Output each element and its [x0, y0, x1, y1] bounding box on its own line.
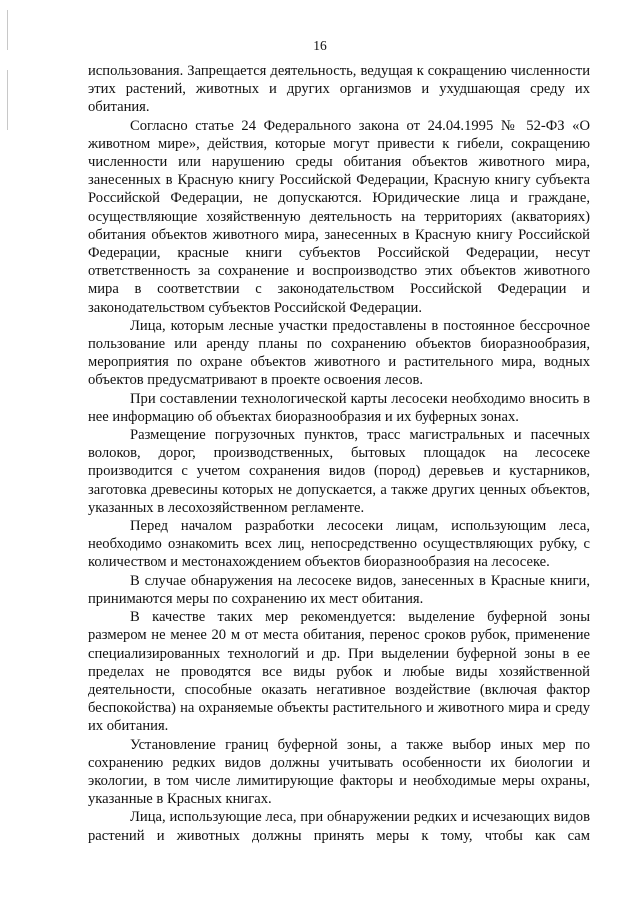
paragraph: Установление границ буферной зоны, а также выбор иных мер по сохранению редких видов должны учитывать особенности их биологии и экологии, в том числе лимитирующие факторы и необходимые меры охраны, указанные в Красных книгах. — [88, 736, 590, 808]
paragraph: В качестве таких мер рекомендуется: выделение буферной зоны размером не менее 20 м от места обитания, перенос сроков рубок, применение специализированных технологий и др. При выделении буферной зоны в ее пределах не проводятся все виды рубок и любые виды хозяйственной деятельности, способные оказать негативное воздействие (включая фактор беспокойства) на охраняемые объекты растительного и животного мира и среду их обитания. — [88, 609, 590, 735]
paragraph: В случае обнаружения на лесосеке видов, занесенных в Красные книги, принимаются меры по сохранению их мест обитания. — [88, 572, 590, 607]
scan-edge-mark — [7, 70, 8, 130]
paragraph: При составлении технологической карты лесосеки необходимо вносить в нее информацию об объектах биоразнообразия и их буферных зонах. — [88, 390, 590, 425]
document-body — [88, 62, 590, 845]
paragraph: Согласно статье 24 Федерального закона от 24.04.1995 № 52-ФЗ «О животном мире», действия, которые могут привести к гибели, сокращению численности или нарушению среды обитания объектов животного мира, занесенных в Красную книгу Российской Федерации, Красную книгу субъекта Российской Федерации, не допускаются. Юридические лица и граждане, осуществляющие хозяйственную деятельность на территориях (акваториях) обитания объектов животного мира, занесенных в Красную книгу Российской Федерации, красные книги субъектов Российской Федерации, несут ответственность за сохранение и воспроизводство этих объектов животного мира в соответствии с законодательством Российской Федерации и законодательством субъектов Российской Федерации. — [88, 117, 590, 316]
paragraph: Размещение погрузочных пунктов, трасс магистральных и пасечных волоков, дорог, производственных, бытовых площадок на лесосеке производится с учетом сохранения видов (пород) деревьев и кустарников, заготовка древесины которых не допускается, а также других ценных объектов, указанных в лесохозяйственном регламенте. — [88, 427, 590, 516]
page-number: 16 — [313, 38, 327, 53]
paragraph: Перед началом разработки лесосеки лицам, использующим леса, необходимо ознакомить всех лиц, непосредственно осуществляющих рубку, с количеством и местонахождением объектов биоразнообразия на лесосеке. — [88, 518, 590, 571]
paragraph-continues-next-page: Лица, использующие леса, при обнаружении редких и исчезающих видов растений и животных должны принять меры к тому, чтобы как сам — [88, 809, 590, 844]
paragraph-continuation: использования. Запрещается деятельность, ведущая к сокращению численности этих растений, животных и других организмов и ухудшающая среду их обитания. — [88, 63, 590, 116]
paragraph: Лица, которым лесные участки предоставлены в постоянное бессрочное пользование или аренду планы по сохранению объектов биоразнообразия, мероприятия по охране объектов животного и растительного мира, водных объектов предусматривают в проекте освоения лесов. — [88, 317, 590, 389]
